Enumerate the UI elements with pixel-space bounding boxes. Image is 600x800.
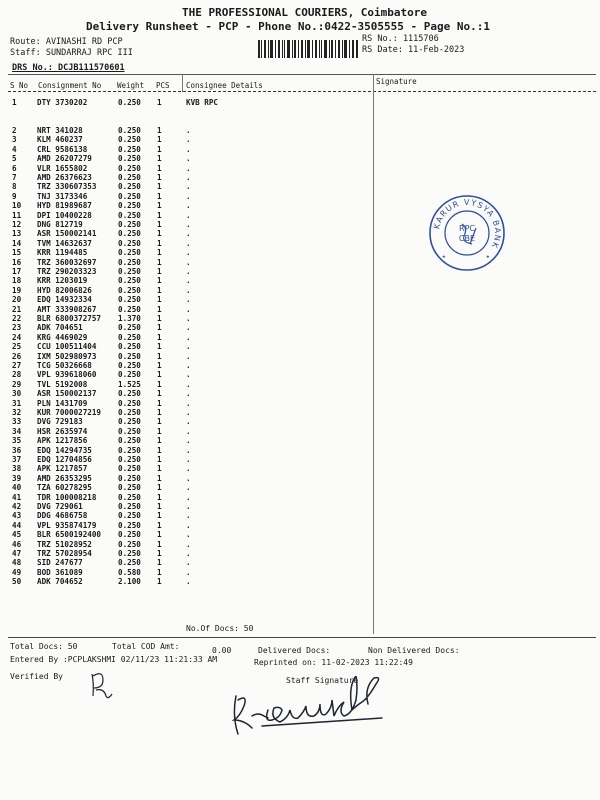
row-weight: 2.100 — [118, 577, 141, 587]
row-pcs: 1 — [157, 520, 162, 530]
row-pcs: 1 — [157, 370, 162, 380]
row-sno: 5 — [12, 154, 17, 164]
row-consignee-details: . — [186, 351, 191, 361]
row-sno: 47 — [12, 549, 22, 558]
row-pcs: 1 — [157, 389, 162, 399]
row-consignee-details: . — [186, 210, 191, 220]
row-consignee-details: . — [186, 558, 191, 568]
header-bottom-rule — [8, 91, 596, 92]
row-pcs: 1 — [157, 502, 162, 511]
verified-by-label: Verified By — [10, 672, 63, 681]
document-title: THE PROFESSIONAL COURIERS, Coimbatore — [182, 6, 428, 19]
row-pcs: 1 — [157, 511, 162, 521]
row-consignee-details: . — [186, 144, 191, 154]
row-consignment-no: ADK 704651 — [37, 323, 83, 333]
total-cod-value: 0.00 — [212, 646, 232, 655]
row-consignment-no: TRZ 360032697 — [37, 257, 97, 267]
row-pcs: 1 — [157, 445, 162, 455]
row-sno: 38 — [12, 464, 22, 474]
row-pcs: 1 — [157, 248, 162, 258]
row-weight: 0.250 — [118, 182, 141, 192]
row-consignee-details: . — [186, 201, 191, 211]
row-weight: 0.250 — [118, 332, 141, 342]
row-pcs: 1 — [157, 201, 162, 211]
row-weight: 0.250 — [118, 398, 141, 408]
row-consignee-details: . — [186, 464, 191, 474]
column-header-pcs: PCS — [156, 81, 170, 90]
row-weight: 0.250 — [118, 201, 141, 211]
row-sno: 10 — [12, 201, 22, 211]
row-sno: 48 — [12, 558, 22, 568]
row-pcs: 1 — [157, 191, 162, 201]
row-pcs: 1 — [157, 549, 162, 558]
row-consignment-no: DPI 10400228 — [37, 210, 92, 220]
staff-handwritten-signature — [222, 676, 412, 740]
row-weight: 0.250 — [118, 163, 141, 173]
row-consignee-details: . — [186, 295, 191, 305]
row-consignee-details: . — [186, 276, 191, 286]
row-consignee-details: . — [186, 370, 191, 380]
row-consignment-no: ASR 150002137 — [37, 389, 97, 399]
row-consignee-details: . — [186, 577, 191, 587]
row-weight: 0.250 — [118, 473, 141, 483]
row-pcs: 1 — [157, 285, 162, 295]
row-sno: 28 — [12, 370, 22, 380]
row-consignee-details: . — [186, 229, 191, 239]
row-consignment-no: KRG 4469029 — [37, 332, 88, 342]
row-weight: 0.250 — [118, 210, 141, 220]
row-consignee-details: . — [186, 539, 191, 549]
rs-date: RS Date: 11-Feb-2023 — [362, 45, 465, 55]
row-consignee-details: . — [186, 238, 191, 248]
row-sno: 21 — [12, 304, 22, 314]
row-consignment-no: DNG 812719 — [37, 220, 83, 229]
row-pcs: 1 — [157, 332, 162, 342]
row-consignment-no: VLR 1655802 — [37, 163, 88, 173]
row-consignee-details: . — [186, 304, 191, 314]
row-consignee-details: KVB RPC — [186, 98, 219, 107]
row-pcs: 1 — [157, 455, 162, 464]
row-consignee-details: . — [186, 191, 191, 201]
column-header-weight: Weight — [117, 81, 145, 90]
row-consignee-details: . — [186, 135, 191, 145]
row-consignment-no: VPL 939618060 — [37, 370, 97, 380]
row-consignee-details: . — [186, 323, 191, 333]
row-weight: 0.250 — [118, 229, 141, 239]
row-pcs: 1 — [157, 558, 162, 568]
row-sno: 1 — [12, 98, 17, 107]
row-consignee-details: . — [186, 417, 191, 427]
row-weight: 1.370 — [118, 314, 141, 323]
row-weight: 0.250 — [118, 464, 141, 474]
row-weight: 0.250 — [118, 191, 141, 201]
row-sno: 13 — [12, 229, 22, 239]
row-pcs: 1 — [157, 182, 162, 192]
row-pcs: 1 — [157, 238, 162, 248]
row-sno: 49 — [12, 567, 22, 577]
verifier-initials-signature — [88, 668, 114, 702]
row-pcs: 1 — [157, 530, 162, 540]
row-consignment-no: ADK 704652 — [37, 577, 83, 587]
row-consignee-details: . — [186, 154, 191, 164]
delivered-docs-label: Delivered Docs: — [258, 646, 331, 655]
row-consignee-details: . — [186, 248, 191, 258]
row-weight: 0.250 — [118, 323, 141, 333]
row-weight: 0.580 — [118, 567, 141, 577]
row-consignee-details: . — [186, 389, 191, 399]
total-docs-label: Total Docs: 50 — [10, 642, 78, 651]
row-sno: 22 — [12, 314, 22, 323]
row-sno: 20 — [12, 295, 22, 305]
column-header-signature: Signature — [376, 77, 417, 86]
row-consignment-no: BLR 6500192400 — [37, 530, 102, 540]
row-pcs: 1 — [157, 483, 162, 493]
row-sno: 7 — [12, 173, 17, 182]
row-consignee-details: . — [186, 549, 191, 558]
row-consignee-details: . — [186, 379, 191, 389]
row-sno: 46 — [12, 539, 22, 549]
row-pcs: 1 — [157, 126, 162, 135]
row-consignee-details: . — [186, 520, 191, 530]
row-consignee-details: . — [186, 408, 191, 417]
row-weight: 0.250 — [118, 361, 141, 370]
row-consignee-details: . — [186, 473, 191, 483]
row-consignment-no: DVG 729183 — [37, 417, 83, 427]
barcode-image — [258, 40, 358, 58]
row-weight: 0.250 — [118, 436, 141, 446]
row-consignee-details: . — [186, 567, 191, 577]
svg-text:★: ★ — [486, 253, 490, 260]
row-consignment-no: HSR 2635974 — [37, 426, 88, 436]
row-pcs: 1 — [157, 417, 162, 427]
row-pcs: 1 — [157, 154, 162, 164]
row-consignee-details: . — [186, 492, 191, 502]
row-consignee-details: . — [186, 314, 191, 323]
row-consignment-no: KLM 460237 — [37, 135, 83, 145]
row-pcs: 1 — [157, 408, 162, 417]
row-consignment-no: TCG 50326668 — [37, 361, 92, 370]
row-sno: 33 — [12, 417, 22, 427]
row-consignment-no: HYD 81989687 — [37, 201, 92, 211]
row-sno: 26 — [12, 351, 22, 361]
row-consignee-details: . — [186, 182, 191, 192]
stamp-inner-text-2: CBE — [458, 234, 476, 243]
row-consignment-no: SID 247677 — [37, 558, 83, 568]
row-consignee-details: . — [186, 436, 191, 446]
row-weight: 0.250 — [118, 342, 141, 352]
row-consignee-details: . — [186, 267, 191, 276]
row-consignment-no: BLR 6800372757 — [37, 314, 102, 323]
row-sno: 45 — [12, 530, 22, 540]
row-weight: 0.250 — [118, 285, 141, 295]
reprinted-on-label: Reprinted on: 11-02-2023 11:22:49 — [254, 658, 413, 667]
row-sno: 9 — [12, 191, 17, 201]
row-pcs: 1 — [157, 98, 162, 107]
row-pcs: 1 — [157, 567, 162, 577]
row-sno: 23 — [12, 323, 22, 333]
row-consignment-no: ASR 150002141 — [37, 229, 97, 239]
row-consignee-details: . — [186, 126, 191, 135]
row-weight: 0.250 — [118, 389, 141, 399]
row-consignment-no: TVM 14632637 — [37, 238, 92, 248]
row-consignment-no: VPL 935874179 — [37, 520, 97, 530]
row-weight: 0.250 — [118, 426, 141, 436]
row-sno: 37 — [12, 455, 22, 464]
row-pcs: 1 — [157, 398, 162, 408]
row-consignment-no: TNJ 3173346 — [37, 191, 88, 201]
rs-number: RS No.: 1115706 — [362, 34, 439, 44]
row-weight: 0.250 — [118, 135, 141, 145]
row-weight: 0.250 — [118, 558, 141, 568]
row-pcs: 1 — [157, 426, 162, 436]
row-weight: 0.250 — [118, 370, 141, 380]
row-consignment-no: KRR 1194485 — [37, 248, 88, 258]
document-subtitle: Delivery Runsheet - PCP - Phone No.:0422-3505555 - Page No.:1 — [86, 20, 490, 33]
row-pcs: 1 — [157, 351, 162, 361]
row-consignment-no: AMD 26353295 — [37, 473, 92, 483]
row-sno: 25 — [12, 342, 22, 352]
row-consignment-no: TRZ 290203323 — [37, 267, 97, 276]
row-consignment-no: AMD 26376623 — [37, 173, 92, 182]
row-weight: 1.525 — [118, 379, 141, 389]
row-weight: 0.250 — [118, 248, 141, 258]
row-sno: 12 — [12, 220, 22, 229]
row-consignment-no: EDQ 14294735 — [37, 445, 92, 455]
row-consignment-no: DTY 3730202 — [37, 98, 88, 107]
row-sno: 17 — [12, 267, 22, 276]
row-pcs: 1 — [157, 229, 162, 239]
row-pcs: 1 — [157, 135, 162, 145]
row-consignment-no: KUR 7000027219 — [37, 408, 102, 417]
row-sno: 24 — [12, 332, 22, 342]
row-consignment-no: TVL 5192008 — [37, 379, 88, 389]
row-pcs: 1 — [157, 361, 162, 370]
row-pcs: 1 — [157, 144, 162, 154]
row-weight: 0.250 — [118, 295, 141, 305]
consignee-column-divider — [182, 74, 183, 92]
row-pcs: 1 — [157, 210, 162, 220]
row-consignee-details: . — [186, 285, 191, 295]
row-sno: 34 — [12, 426, 22, 436]
row-sno: 18 — [12, 276, 22, 286]
column-header-sno: S No — [10, 81, 29, 90]
row-weight: 0.250 — [118, 304, 141, 314]
row-consignment-no: TRZ 330607353 — [37, 182, 97, 192]
row-pcs: 1 — [157, 304, 162, 314]
row-pcs: 1 — [157, 163, 162, 173]
route-label: Route: AVINASHI RD PCP — [10, 37, 123, 47]
row-consignee-details: . — [186, 530, 191, 540]
row-weight: 0.250 — [118, 502, 141, 511]
row-sno: 29 — [12, 379, 22, 389]
row-sno: 27 — [12, 361, 22, 370]
row-weight: 0.250 — [118, 351, 141, 361]
row-consignment-no: TZA 60278295 — [37, 483, 92, 493]
row-consignee-details: . — [186, 361, 191, 370]
row-pcs: 1 — [157, 473, 162, 483]
row-consignee-details: . — [186, 257, 191, 267]
drs-number: DRS No.: DCJB111570601 — [12, 63, 125, 73]
row-consignment-no: EDQ 12704856 — [37, 455, 92, 464]
row-weight: 0.250 — [118, 173, 141, 182]
no-of-docs-label: No.Of Docs: 50 — [186, 624, 254, 633]
row-consignment-no: APK 1217857 — [37, 464, 88, 474]
summary-top-rule — [8, 637, 596, 638]
row-weight: 0.250 — [118, 238, 141, 248]
row-sno: 35 — [12, 436, 22, 446]
row-weight: 0.250 — [118, 98, 141, 107]
row-weight: 0.250 — [118, 126, 141, 135]
row-consignment-no: EDQ 14932334 — [37, 295, 92, 305]
row-consignment-no: AMT 333908267 — [37, 304, 97, 314]
row-sno: 6 — [12, 163, 17, 173]
row-sno: 50 — [12, 577, 22, 587]
svg-text:★: ★ — [442, 253, 446, 260]
row-consignee-details: . — [186, 455, 191, 464]
row-weight: 0.250 — [118, 257, 141, 267]
row-pcs: 1 — [157, 276, 162, 286]
row-consignment-no: DVG 729061 — [37, 502, 83, 511]
row-weight: 0.250 — [118, 511, 141, 521]
row-consignment-no: HYD 82006826 — [37, 285, 92, 295]
row-consignee-details: . — [186, 426, 191, 436]
row-sno: 2 — [12, 126, 17, 135]
row-consignee-details: . — [186, 342, 191, 352]
row-consignee-details: . — [186, 445, 191, 455]
row-sno: 31 — [12, 398, 22, 408]
row-consignment-no: TRZ 51028952 — [37, 539, 92, 549]
row-sno: 11 — [12, 210, 22, 220]
row-consignment-no: CCU 100511404 — [37, 342, 97, 352]
row-weight: 0.250 — [118, 144, 141, 154]
row-pcs: 1 — [157, 539, 162, 549]
row-consignee-details: . — [186, 483, 191, 493]
row-weight: 0.250 — [118, 417, 141, 427]
bank-stamp-seal — [428, 194, 506, 272]
row-sno: 3 — [12, 135, 17, 145]
row-weight: 0.250 — [118, 549, 141, 558]
staff-label: Staff: SUNDARRAJ RPC III — [10, 48, 133, 58]
row-sno: 14 — [12, 238, 22, 248]
row-weight: 0.250 — [118, 539, 141, 549]
row-consignment-no: TRZ 57028954 — [37, 549, 92, 558]
row-sno: 40 — [12, 483, 22, 493]
row-consignment-no: CRL 9586138 — [37, 144, 88, 154]
row-pcs: 1 — [157, 577, 162, 587]
row-sno: 4 — [12, 144, 17, 154]
row-weight: 0.250 — [118, 154, 141, 164]
row-pcs: 1 — [157, 220, 162, 229]
row-weight: 0.250 — [118, 483, 141, 493]
row-weight: 0.250 — [118, 455, 141, 464]
row-sno: 8 — [12, 182, 17, 192]
row-pcs: 1 — [157, 267, 162, 276]
row-consignment-no: BOD 361089 — [37, 567, 83, 577]
row-consignee-details: . — [186, 398, 191, 408]
row-pcs: 1 — [157, 436, 162, 446]
signature-column-divider — [373, 74, 374, 634]
row-pcs: 1 — [157, 314, 162, 323]
row-pcs: 1 — [157, 464, 162, 474]
row-pcs: 1 — [157, 342, 162, 352]
column-header-consignee: Consignee Details — [186, 81, 263, 90]
row-sno: 36 — [12, 445, 22, 455]
row-consignment-no: KRR 1203019 — [37, 276, 88, 286]
row-consignee-details: . — [186, 502, 191, 511]
row-pcs: 1 — [157, 492, 162, 502]
stamp-inner-text-1: RPC — [459, 224, 475, 233]
row-consignment-no: PLN 1431709 — [37, 398, 88, 408]
row-weight: 0.250 — [118, 220, 141, 229]
row-sno: 15 — [12, 248, 22, 258]
row-consignment-no: TDR 100008218 — [37, 492, 97, 502]
row-consignee-details: . — [186, 220, 191, 229]
row-consignment-no: AMD 26207279 — [37, 154, 92, 164]
stamp-ring-text: KARUR VYSYA BANK — [432, 197, 503, 251]
row-weight: 0.250 — [118, 492, 141, 502]
row-consignment-no: IXM 502980973 — [37, 351, 97, 361]
row-consignee-details: . — [186, 332, 191, 342]
total-cod-label: Total COD Amt: — [112, 642, 180, 651]
row-pcs: 1 — [157, 295, 162, 305]
row-weight: 0.250 — [118, 408, 141, 417]
row-consignee-details: . — [186, 163, 191, 173]
row-weight: 0.250 — [118, 520, 141, 530]
row-consignment-no: NRT 341028 — [37, 126, 83, 135]
row-sno: 44 — [12, 520, 22, 530]
row-sno: 16 — [12, 257, 22, 267]
row-weight: 0.250 — [118, 445, 141, 455]
row-pcs: 1 — [157, 379, 162, 389]
row-consignment-no: DDG 4686758 — [37, 511, 88, 521]
row-pcs: 1 — [157, 323, 162, 333]
staff-signature-label: Staff Signature — [286, 676, 359, 685]
row-sno: 42 — [12, 502, 22, 511]
column-header-consignment: Consignment No — [38, 81, 102, 90]
row-pcs: 1 — [157, 257, 162, 267]
row-sno: 32 — [12, 408, 22, 417]
non-delivered-docs-label: Non Delivered Docs: — [368, 646, 460, 655]
row-weight: 0.250 — [118, 267, 141, 276]
row-sno: 43 — [12, 511, 22, 521]
row-consignment-no: APK 1217856 — [37, 436, 88, 446]
row-consignee-details: . — [186, 173, 191, 182]
entered-by-label: Entered By :PCPLAKSHMI 02/11/23 11:21:33 AM — [10, 655, 218, 664]
row-weight: 0.250 — [118, 530, 141, 540]
row-sno: 41 — [12, 492, 22, 502]
row-sno: 39 — [12, 473, 22, 483]
row-consignee-details: . — [186, 511, 191, 521]
row-sno: 30 — [12, 389, 22, 399]
header-top-rule — [8, 74, 596, 75]
row-pcs: 1 — [157, 173, 162, 182]
row-weight: 0.250 — [118, 276, 141, 286]
row-sno: 19 — [12, 285, 22, 295]
